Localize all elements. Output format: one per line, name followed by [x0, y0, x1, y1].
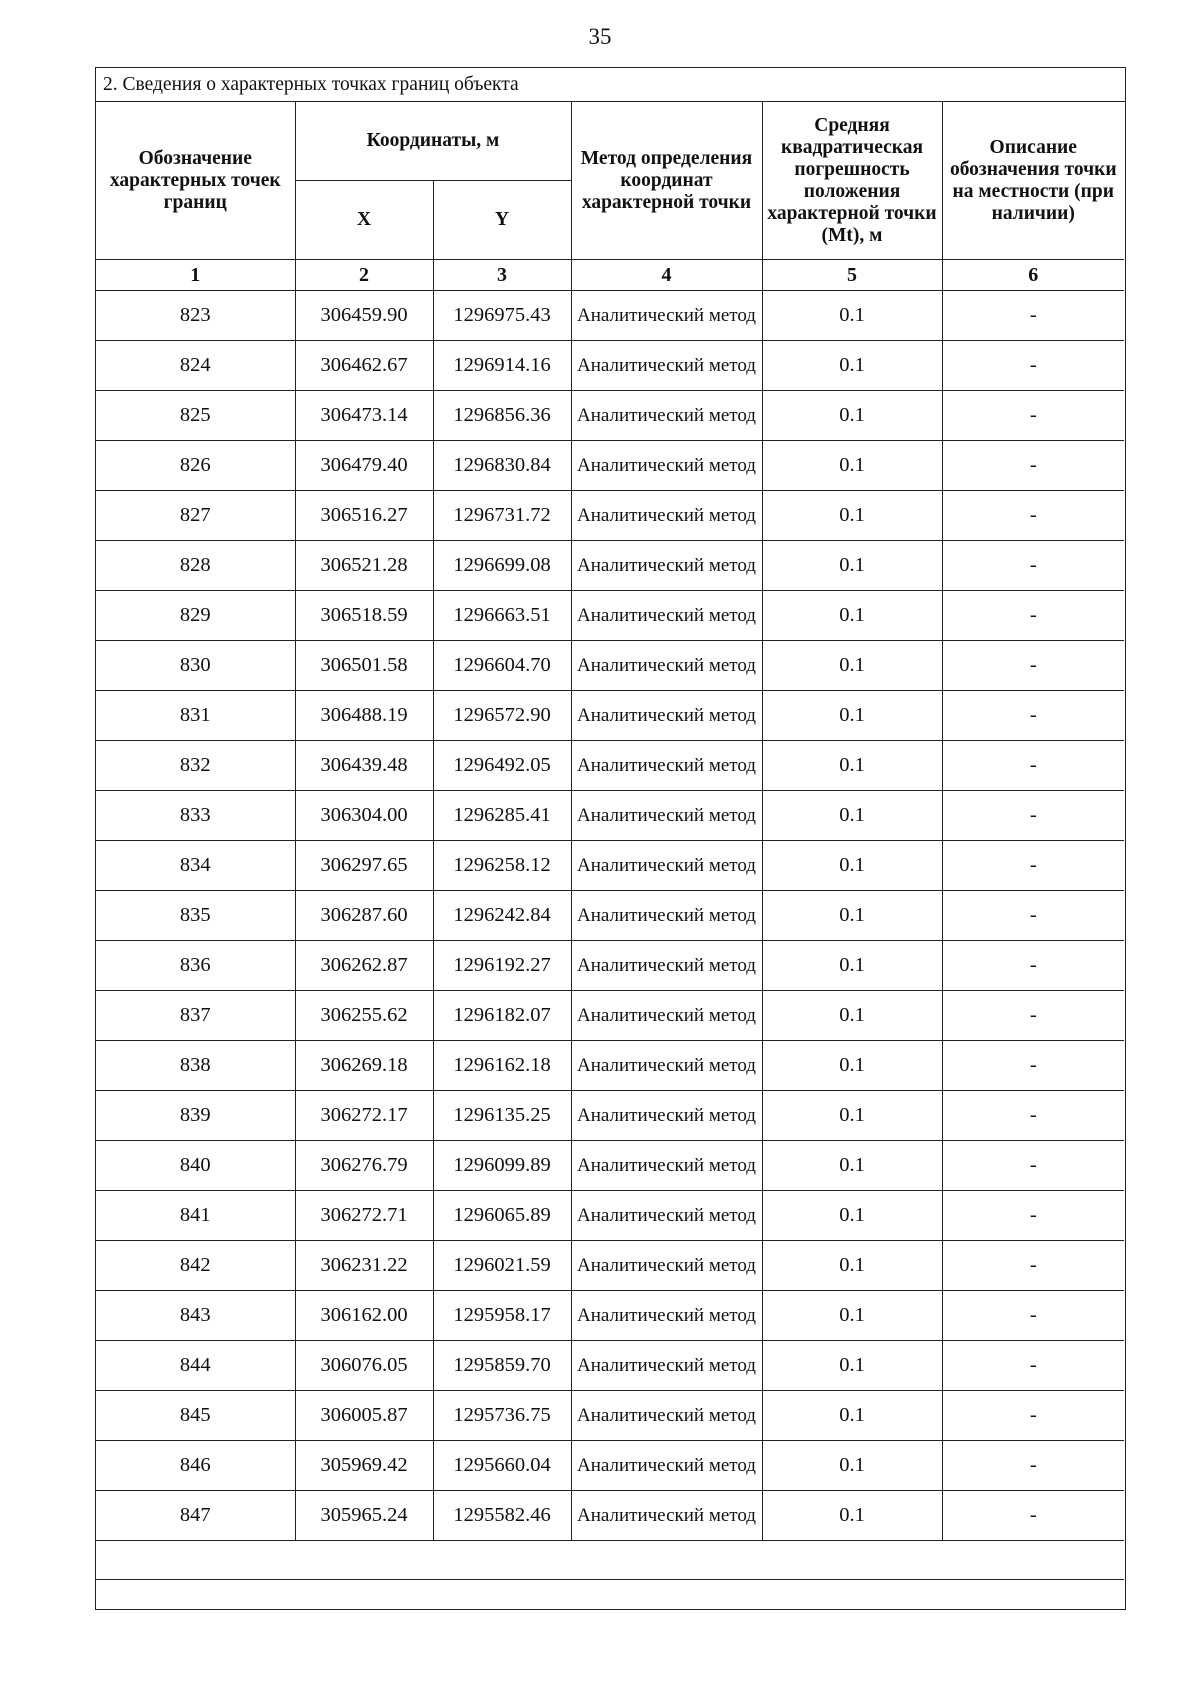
cell-description: - — [942, 441, 1124, 491]
cell-error: 0.1 — [762, 1291, 942, 1341]
cell-description: - — [942, 1241, 1124, 1291]
cell-y: 1296135.25 — [433, 1091, 571, 1141]
cell-method: Аналитический метод — [571, 791, 762, 841]
cell-x: 306262.87 — [295, 941, 433, 991]
cell-point: 832 — [96, 741, 295, 791]
cell-method: Аналитический метод — [571, 1141, 762, 1191]
table-row — [96, 891, 1124, 941]
cell-x: 306287.60 — [295, 891, 433, 941]
cell-x: 306501.58 — [295, 641, 433, 691]
cell-point: 829 — [96, 591, 295, 641]
cell-x: 306473.14 — [295, 391, 433, 441]
cell-x: 306516.27 — [295, 491, 433, 541]
cell-x: 306269.18 — [295, 1041, 433, 1091]
cell-point: 845 — [96, 1391, 295, 1441]
cell-point: 844 — [96, 1341, 295, 1391]
cell-error: 0.1 — [762, 1141, 942, 1191]
cell-y: 1296830.84 — [433, 441, 571, 491]
cell-error: 0.1 — [762, 1441, 942, 1491]
cell-x: 306255.62 — [295, 991, 433, 1041]
table-row — [96, 691, 1124, 741]
table-row — [96, 841, 1124, 891]
cell-description: - — [942, 1041, 1124, 1091]
cell-y: 1296492.05 — [433, 741, 571, 791]
cell-error: 0.1 — [762, 741, 942, 791]
cell-error: 0.1 — [762, 1241, 942, 1291]
cell-method: Аналитический метод — [571, 1241, 762, 1291]
cell-y: 1295736.75 — [433, 1391, 571, 1441]
cell-point: 827 — [96, 491, 295, 541]
blank-cell — [96, 1541, 1124, 1580]
cell-error: 0.1 — [762, 1191, 942, 1241]
table-row — [96, 1291, 1124, 1341]
cell-x: 306162.00 — [295, 1291, 433, 1341]
cell-description: - — [942, 341, 1124, 391]
cell-method: Аналитический метод — [571, 691, 762, 741]
column-number: 6 — [942, 260, 1124, 291]
cell-x: 306272.17 — [295, 1091, 433, 1141]
table-row — [96, 341, 1124, 391]
cell-description: - — [942, 491, 1124, 541]
table-row — [96, 1391, 1124, 1441]
cell-description: - — [942, 591, 1124, 641]
header-coordinates: Координаты, м — [295, 102, 571, 181]
cell-description: - — [942, 1291, 1124, 1341]
cell-error: 0.1 — [762, 541, 942, 591]
cell-x: 306462.67 — [295, 341, 433, 391]
table-row — [96, 1141, 1124, 1191]
table-row — [96, 1241, 1124, 1291]
cell-error: 0.1 — [762, 991, 942, 1041]
cell-x: 306076.05 — [295, 1341, 433, 1391]
cell-y: 1296975.43 — [433, 291, 571, 341]
cell-description: - — [942, 891, 1124, 941]
cell-error: 0.1 — [762, 391, 942, 441]
header-method: Метод определения координат характерной точки — [571, 102, 762, 260]
cell-y: 1296099.89 — [433, 1141, 571, 1191]
cell-method: Аналитический метод — [571, 1341, 762, 1391]
boundary-points-table — [96, 102, 1124, 1580]
cell-method: Аналитический метод — [571, 641, 762, 691]
cell-point: 834 — [96, 841, 295, 891]
cell-description: - — [942, 991, 1124, 1041]
cell-point: 836 — [96, 941, 295, 991]
cell-y: 1295859.70 — [433, 1341, 571, 1391]
cell-description: - — [942, 741, 1124, 791]
header-description: Описание обозначения точки на местности (при наличии) — [942, 102, 1124, 260]
cell-error: 0.1 — [762, 1391, 942, 1441]
cell-x: 306479.40 — [295, 441, 433, 491]
table-row — [96, 1441, 1124, 1491]
column-number: 1 — [96, 260, 295, 291]
cell-error: 0.1 — [762, 691, 942, 741]
cell-point: 831 — [96, 691, 295, 741]
cell-y: 1296572.90 — [433, 691, 571, 741]
cell-point: 847 — [96, 1491, 295, 1541]
cell-x: 305969.42 — [295, 1441, 433, 1491]
column-number: 2 — [295, 260, 433, 291]
table-row — [96, 491, 1124, 541]
cell-method: Аналитический метод — [571, 741, 762, 791]
table-row — [96, 1041, 1124, 1091]
cell-y: 1296731.72 — [433, 491, 571, 541]
cell-x: 306521.28 — [295, 541, 433, 591]
cell-x: 306297.65 — [295, 841, 433, 891]
cell-error: 0.1 — [762, 891, 942, 941]
cell-y: 1296182.07 — [433, 991, 571, 1041]
cell-error: 0.1 — [762, 491, 942, 541]
cell-error: 0.1 — [762, 441, 942, 491]
cell-point: 837 — [96, 991, 295, 1041]
cell-description: - — [942, 1391, 1124, 1441]
cell-y: 1296258.12 — [433, 841, 571, 891]
cell-method: Аналитический метод — [571, 541, 762, 591]
cell-error: 0.1 — [762, 1491, 942, 1541]
cell-x: 306005.87 — [295, 1391, 433, 1441]
page-number: 35 — [588, 24, 612, 49]
table-row — [96, 541, 1124, 591]
cell-error: 0.1 — [762, 1041, 942, 1091]
column-number: 5 — [762, 260, 942, 291]
table-row — [96, 291, 1124, 341]
section-title: 2. Сведения о характерных точках границ объекта — [96, 68, 1125, 102]
header-error: Средняя квадратическая погрешность положения характерной точки (Mt), м — [762, 102, 942, 260]
table-row — [96, 991, 1124, 1041]
cell-description: - — [942, 541, 1124, 591]
blank-row — [96, 1541, 1124, 1580]
cell-method: Аналитический метод — [571, 841, 762, 891]
cell-y: 1295660.04 — [433, 1441, 571, 1491]
cell-point: 835 — [96, 891, 295, 941]
cell-description: - — [942, 391, 1124, 441]
cell-method: Аналитический метод — [571, 491, 762, 541]
cell-description: - — [942, 1091, 1124, 1141]
boundary-points-section — [95, 67, 1126, 1610]
header-designation: Обозначение характерных точек границ — [96, 102, 295, 260]
cell-point: 823 — [96, 291, 295, 341]
cell-method: Аналитический метод — [571, 591, 762, 641]
cell-point: 824 — [96, 341, 295, 391]
cell-point: 828 — [96, 541, 295, 591]
header-y: Y — [433, 181, 571, 260]
cell-error: 0.1 — [762, 641, 942, 691]
cell-x: 306276.79 — [295, 1141, 433, 1191]
table-row — [96, 741, 1124, 791]
cell-description: - — [942, 1141, 1124, 1191]
cell-method: Аналитический метод — [571, 1441, 762, 1491]
cell-y: 1296914.16 — [433, 341, 571, 391]
cell-method: Аналитический метод — [571, 991, 762, 1041]
cell-error: 0.1 — [762, 1091, 942, 1141]
cell-x: 306272.71 — [295, 1191, 433, 1241]
cell-method: Аналитический метод — [571, 391, 762, 441]
cell-description: - — [942, 1341, 1124, 1391]
cell-x: 306518.59 — [295, 591, 433, 641]
cell-point: 826 — [96, 441, 295, 491]
cell-point: 842 — [96, 1241, 295, 1291]
cell-error: 0.1 — [762, 1341, 942, 1391]
cell-point: 840 — [96, 1141, 295, 1191]
table-row — [96, 1341, 1124, 1391]
column-number: 3 — [433, 260, 571, 291]
cell-x: 306488.19 — [295, 691, 433, 741]
cell-point: 830 — [96, 641, 295, 691]
cell-point: 846 — [96, 1441, 295, 1491]
cell-description: - — [942, 291, 1124, 341]
cell-method: Аналитический метод — [571, 1391, 762, 1441]
table-row — [96, 591, 1124, 641]
cell-error: 0.1 — [762, 941, 942, 991]
table-row — [96, 391, 1124, 441]
table-row — [96, 791, 1124, 841]
cell-y: 1296242.84 — [433, 891, 571, 941]
cell-description: - — [942, 1441, 1124, 1491]
table-body — [96, 291, 1124, 1580]
cell-method: Аналитический метод — [571, 941, 762, 991]
cell-x: 306304.00 — [295, 791, 433, 841]
cell-point: 825 — [96, 391, 295, 441]
cell-method: Аналитический метод — [571, 1491, 762, 1541]
cell-method: Аналитический метод — [571, 1041, 762, 1091]
cell-error: 0.1 — [762, 291, 942, 341]
cell-x: 306459.90 — [295, 291, 433, 341]
cell-y: 1296604.70 — [433, 641, 571, 691]
cell-method: Аналитический метод — [571, 1291, 762, 1341]
table-row — [96, 1091, 1124, 1141]
cell-method: Аналитический метод — [571, 1191, 762, 1241]
cell-y: 1296699.08 — [433, 541, 571, 591]
cell-method: Аналитический метод — [571, 891, 762, 941]
cell-description: - — [942, 1491, 1124, 1541]
cell-description: - — [942, 941, 1124, 991]
header-x: X — [295, 181, 433, 260]
cell-method: Аналитический метод — [571, 291, 762, 341]
cell-y: 1296162.18 — [433, 1041, 571, 1091]
cell-point: 833 — [96, 791, 295, 841]
cell-x: 306231.22 — [295, 1241, 433, 1291]
cell-method: Аналитический метод — [571, 441, 762, 491]
table-row — [96, 1491, 1124, 1541]
cell-description: - — [942, 1191, 1124, 1241]
column-number: 4 — [571, 260, 762, 291]
cell-description: - — [942, 841, 1124, 891]
cell-description: - — [942, 641, 1124, 691]
cell-method: Аналитический метод — [571, 341, 762, 391]
cell-point: 839 — [96, 1091, 295, 1141]
cell-point: 843 — [96, 1291, 295, 1341]
table-row — [96, 641, 1124, 691]
cell-y: 1295582.46 — [433, 1491, 571, 1541]
cell-error: 0.1 — [762, 841, 942, 891]
cell-description: - — [942, 791, 1124, 841]
cell-y: 1296856.36 — [433, 391, 571, 441]
cell-description: - — [942, 691, 1124, 741]
cell-x: 306439.48 — [295, 741, 433, 791]
cell-y: 1296663.51 — [433, 591, 571, 641]
table-row — [96, 1191, 1124, 1241]
cell-y: 1295958.17 — [433, 1291, 571, 1341]
cell-error: 0.1 — [762, 341, 942, 391]
table-row — [96, 441, 1124, 491]
cell-error: 0.1 — [762, 791, 942, 841]
cell-x: 305965.24 — [295, 1491, 433, 1541]
table-row — [96, 941, 1124, 991]
cell-method: Аналитический метод — [571, 1091, 762, 1141]
cell-error: 0.1 — [762, 591, 942, 641]
cell-y: 1296021.59 — [433, 1241, 571, 1291]
cell-y: 1296065.89 — [433, 1191, 571, 1241]
cell-point: 841 — [96, 1191, 295, 1241]
cell-y: 1296285.41 — [433, 791, 571, 841]
cell-y: 1296192.27 — [433, 941, 571, 991]
cell-point: 838 — [96, 1041, 295, 1091]
